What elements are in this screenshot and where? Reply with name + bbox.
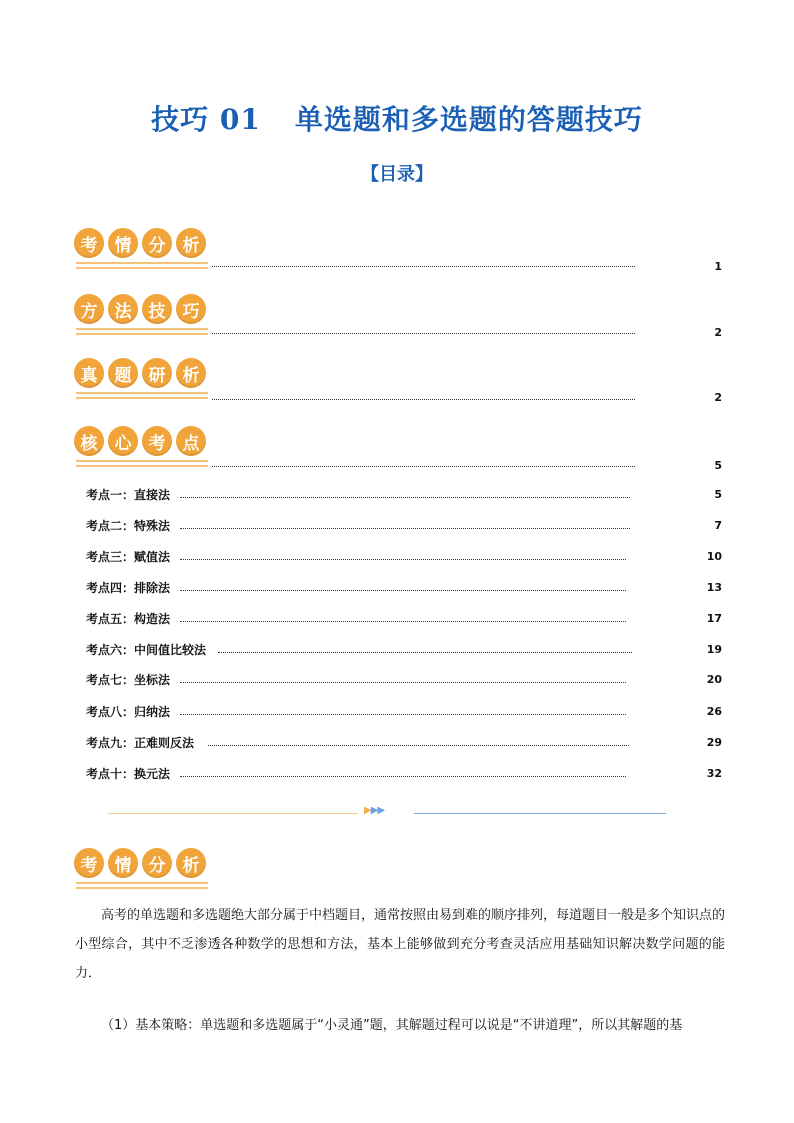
toc-page-number[interactable]: 1 xyxy=(714,260,722,273)
toc-page-number[interactable]: 2 xyxy=(714,391,722,404)
badge-underline xyxy=(76,267,208,269)
badge-underline xyxy=(76,328,208,330)
toc-leader xyxy=(180,776,626,777)
toc-leader xyxy=(212,466,635,467)
toc-sub-entry[interactable]: 考点一：直接法 xyxy=(86,488,171,502)
divider-line-right xyxy=(414,813,666,814)
toc-badge-fangfa[interactable] xyxy=(74,294,210,338)
toc-sub-entry[interactable]: 考点九：正难则反法 xyxy=(86,736,195,750)
toc-page-number[interactable]: 32 xyxy=(706,767,722,780)
toc-page-number[interactable]: 5 xyxy=(714,488,722,501)
toc-leader xyxy=(180,621,626,622)
badge-underline xyxy=(76,460,208,462)
page-title xyxy=(0,98,794,138)
toc-leader xyxy=(180,590,626,591)
toc-leader xyxy=(180,528,630,529)
badge-underline xyxy=(76,882,208,884)
section-badge-kaoqing xyxy=(74,848,210,892)
toc-sub-entry[interactable]: 考点三：赋值法 xyxy=(86,550,171,564)
badge-char: 法 xyxy=(108,294,138,324)
badge-char: 析 xyxy=(176,358,206,388)
badge-char: 情 xyxy=(108,848,138,878)
toc-page-number[interactable]: 2 xyxy=(714,326,722,339)
arrow-right-icon: ▶▶▶ xyxy=(364,805,385,816)
badge-underline xyxy=(76,262,208,264)
badge-char: 心 xyxy=(108,426,138,456)
badge-char: 真 xyxy=(74,358,104,388)
badge-underline xyxy=(76,465,208,467)
body-paragraph: 高考的单选题和多选题绝大部分属于中档题目，通常按照由易到难的顺序排列，每道题目一般是多个知识点的小型综合，其中不乏渗透各种数学的思想和方法，基本上能够做到充分考查灵活应用基础知识解决数学问题的能力． xyxy=(75,908,726,981)
toc-sub-entry[interactable]: 考点二：特殊法 xyxy=(86,519,171,533)
divider-line-left xyxy=(108,813,358,814)
badge-char: 分 xyxy=(142,228,172,258)
toc-leader xyxy=(208,745,629,746)
toc-badge-hexin[interactable] xyxy=(74,426,210,470)
toc-sub-entry[interactable]: 考点十：换元法 xyxy=(86,767,171,781)
badge-underline xyxy=(76,333,208,335)
toc-leader xyxy=(180,714,626,715)
toc-leader xyxy=(180,497,630,498)
toc-page-number[interactable]: 13 xyxy=(706,581,722,594)
toc-leader xyxy=(212,266,635,267)
toc-leader xyxy=(180,682,626,683)
toc-sub-entry[interactable]: 考点八：归纳法 xyxy=(86,705,171,719)
badge-char: 分 xyxy=(142,848,172,878)
badge-char: 题 xyxy=(108,358,138,388)
badge-underline xyxy=(76,392,208,394)
badge-char: 点 xyxy=(176,426,206,456)
toc-sub-entry[interactable]: 考点六：中间值比较法 xyxy=(86,643,207,657)
badge-underline xyxy=(76,887,208,889)
badge-char: 析 xyxy=(176,228,206,258)
toc-page-number[interactable]: 20 xyxy=(706,673,722,686)
badge-char: 考 xyxy=(142,426,172,456)
badge-char: 技 xyxy=(142,294,172,324)
title-part1: 技巧 01 xyxy=(151,103,261,136)
badge-char: 方 xyxy=(74,294,104,324)
toc-sub-entry[interactable]: 考点七：坐标法 xyxy=(86,673,171,687)
toc-page-number[interactable]: 17 xyxy=(706,612,722,625)
toc-sub-entry[interactable]: 考点四：排除法 xyxy=(86,581,171,595)
toc-badge-zhenti[interactable] xyxy=(74,358,210,402)
toc-leader xyxy=(180,559,626,560)
badge-char: 析 xyxy=(176,848,206,878)
body-paragraph: （1）基本策略：单选题和多选题属于“小灵通”题，其解题过程可以说是“不讲道理”，所以其解题的基 xyxy=(101,1018,683,1033)
badge-char: 核 xyxy=(74,426,104,456)
toc-page-number[interactable]: 5 xyxy=(714,459,722,472)
badge-char: 考 xyxy=(74,848,104,878)
toc-leader xyxy=(218,652,632,653)
toc-leader xyxy=(212,333,635,334)
toc-heading: 【目录】 xyxy=(361,164,433,185)
badge-char: 考 xyxy=(74,228,104,258)
toc-page-number[interactable]: 29 xyxy=(706,736,722,749)
badge-char: 情 xyxy=(108,228,138,258)
toc-page-number[interactable]: 7 xyxy=(714,519,722,532)
toc-page-number[interactable]: 10 xyxy=(706,550,722,563)
title-part2: 单选题和多选题的答题技巧 xyxy=(294,103,643,136)
badge-underline xyxy=(76,397,208,399)
badge-char: 巧 xyxy=(176,294,206,324)
toc-page-number[interactable]: 19 xyxy=(706,643,722,656)
toc-page-number[interactable]: 26 xyxy=(706,705,722,718)
badge-char: 研 xyxy=(142,358,172,388)
toc-leader xyxy=(212,399,635,400)
toc-badge-kaoqing[interactable] xyxy=(74,228,210,272)
toc-sub-entry[interactable]: 考点五：构造法 xyxy=(86,612,171,626)
